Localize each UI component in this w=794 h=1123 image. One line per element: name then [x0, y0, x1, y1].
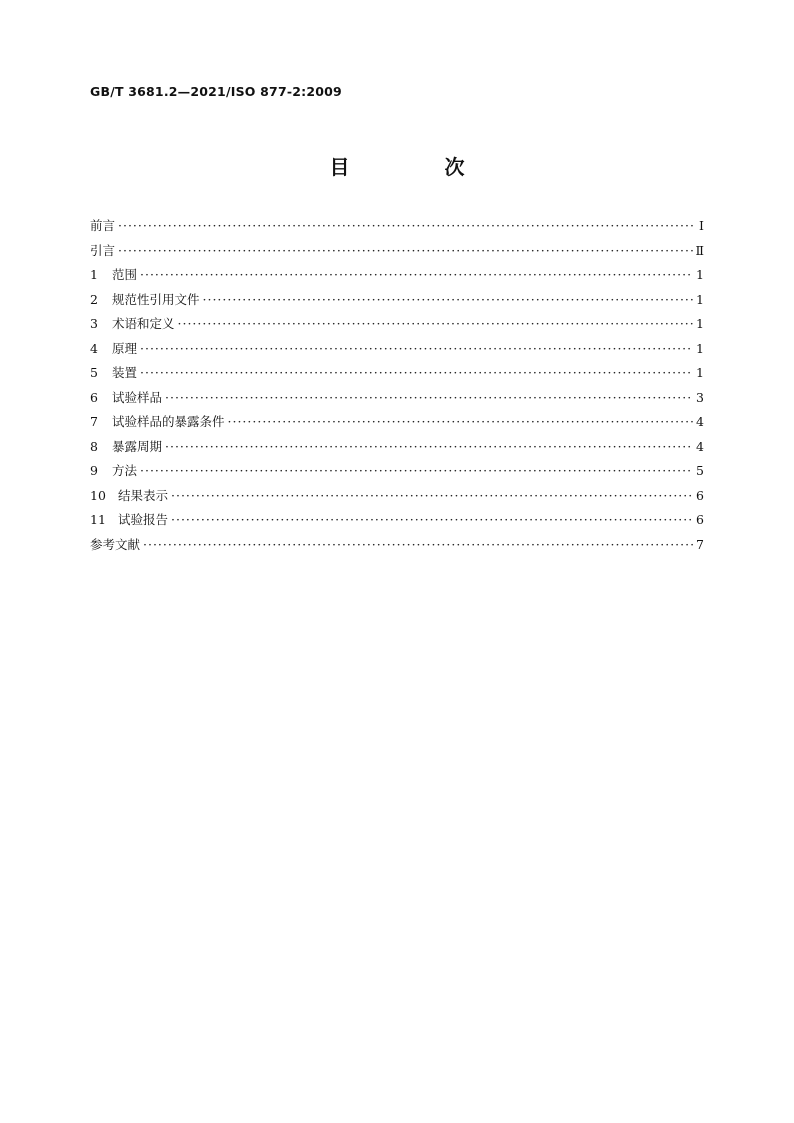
toc-entry-number: 7 [90, 414, 98, 429]
toc-entry-page: Ⅰ [699, 218, 704, 233]
toc-leader-dots [143, 537, 693, 552]
toc-leader-dots [118, 218, 693, 233]
toc-entry-page: 4 [696, 438, 704, 454]
toc-entry-number: 2 [90, 291, 98, 307]
page-title: 目 次 [329, 155, 509, 179]
toc-entry-title: 试验样品的暴露条件 [112, 414, 225, 429]
toc-entry-8[interactable] [90, 437, 704, 462]
toc-entry-5[interactable] [90, 363, 704, 388]
toc-entry-title: 试验样品 [112, 389, 163, 405]
toc-entry-page: Ⅱ [695, 242, 704, 258]
toc-entry-2[interactable] [90, 290, 704, 315]
toc-leader-dots [171, 488, 693, 503]
toc-entry-11[interactable] [90, 510, 704, 535]
toc-entry-title: 结果表示 [118, 487, 169, 503]
toc-entry-number: 10 [90, 487, 106, 503]
toc-leader-dots [165, 390, 693, 405]
toc-entry-3[interactable] [90, 314, 704, 339]
toc-entry-page: 7 [696, 536, 704, 552]
toc-entry-page: 1 [696, 340, 704, 356]
toc-entry-title: 前言 [90, 218, 116, 233]
toc-leader-dots [228, 414, 693, 429]
toc-leader-dots [165, 439, 693, 454]
toc-entry-number: 8 [90, 438, 98, 454]
toc-entry-6[interactable] [90, 388, 704, 413]
toc-entry-title: 范围 [112, 267, 138, 282]
toc-entry-title: 原理 [112, 340, 138, 356]
toc-entry-page: 1 [696, 267, 704, 282]
toc-entry-number: 9 [90, 463, 98, 478]
toc-entry-title: 参考文献 [90, 536, 141, 552]
toc-leader-dots [140, 267, 693, 282]
toc-entry-number: 3 [90, 316, 98, 331]
toc-entry-bibliography[interactable] [90, 535, 704, 560]
toc-entry-9[interactable] [90, 461, 704, 486]
toc-leader-dots [140, 341, 693, 356]
toc-entry-title: 引言 [90, 242, 116, 258]
toc-entry-introduction[interactable] [90, 241, 704, 266]
toc-leader-dots [118, 243, 692, 258]
toc-entry-page: 6 [696, 512, 704, 527]
toc-entry-number: 6 [90, 389, 98, 405]
toc-entry-title: 试验报告 [118, 512, 169, 527]
toc-entry-4[interactable] [90, 339, 704, 364]
toc-entry-number: 1 [90, 267, 98, 282]
toc-entry-number: 11 [90, 512, 106, 527]
toc-leader-dots [203, 292, 693, 307]
toc-leader-dots [178, 316, 693, 331]
toc-entry-10[interactable] [90, 486, 704, 511]
toc-entry-page: 3 [696, 389, 704, 405]
toc-entry-7[interactable] [90, 412, 704, 437]
toc-leader-dots [140, 365, 693, 380]
toc-entry-title: 装置 [112, 365, 138, 380]
toc-entry-foreword[interactable] [90, 216, 704, 241]
toc-entry-title: 暴露周期 [112, 438, 163, 454]
toc-leader-dots [171, 512, 693, 527]
toc-leader-dots [140, 463, 693, 478]
toc-entry-page: 1 [696, 316, 704, 331]
toc-entry-page: 5 [696, 463, 704, 478]
toc-entry-title: 术语和定义 [112, 316, 175, 331]
toc-entry-title: 规范性引用文件 [112, 291, 200, 307]
toc-entry-title: 方法 [112, 463, 138, 478]
toc-entry-page: 1 [696, 291, 704, 307]
toc-entry-number: 4 [90, 340, 98, 356]
toc-entry-number: 5 [90, 365, 98, 380]
toc-entry-1[interactable] [90, 265, 704, 290]
document-header: GB/T 3681.2—2021/ISO 877-2:2009 [90, 84, 342, 99]
toc-entry-page: 4 [696, 414, 704, 429]
table-of-contents [90, 216, 704, 559]
toc-entry-page: 1 [696, 365, 704, 380]
toc-entry-page: 6 [696, 487, 704, 503]
